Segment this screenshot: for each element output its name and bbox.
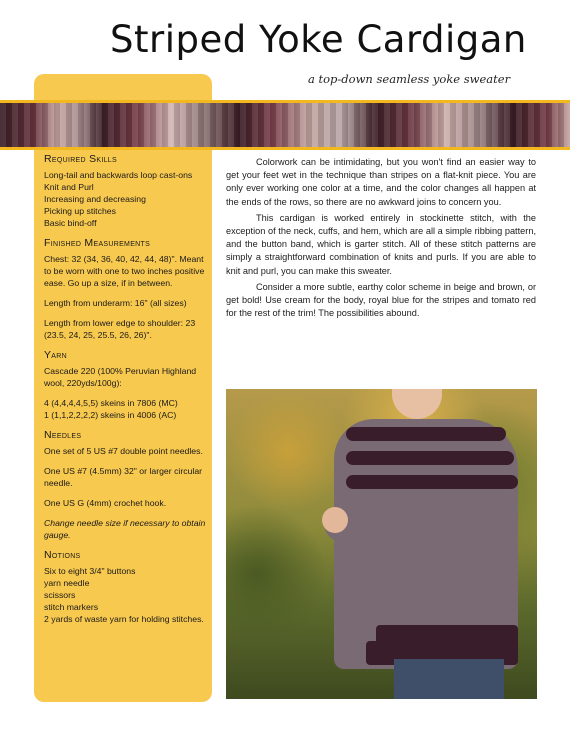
yoke-stripe: [346, 427, 506, 441]
measurements-heading: Finished Measurements: [44, 237, 151, 249]
underarm-length: Length from underarm: 16" (all sizes): [44, 298, 187, 308]
list-item: scissors: [44, 590, 76, 600]
intro-paragraph: Consider a more subtle, earthy color scheme in beige and brown, or get bold! Use cream for the body, royal blue for the stripes and tomato red for the rest of the trim! The possibilities abound.: [226, 281, 536, 319]
yoke-stripe: [346, 451, 514, 465]
notions-section: [44, 549, 206, 625]
needle-circular: One US #7 (4.5mm) 32" or larger circular needle.: [44, 466, 203, 488]
sidebar-content: [44, 153, 206, 633]
yarn-ac-skeins: 1 (1,1,2,2,2,2) skeins in 4006 (AC): [44, 410, 177, 420]
needles-heading: Needles: [44, 429, 82, 441]
list-item: Increasing and decreasing: [44, 194, 146, 204]
list-item: yarn needle: [44, 578, 90, 588]
model-face: [392, 389, 442, 419]
crochet-hook: One US G (4mm) crochet hook.: [44, 498, 167, 508]
skills-heading: Required Skills: [44, 153, 117, 165]
list-item: Long-tail and backwards loop cast-ons: [44, 170, 193, 180]
notions-heading: Notions: [44, 549, 81, 561]
list-item: 2 yards of waste yarn for holding stitches.: [44, 614, 204, 624]
gauge-note: Change needle size if necessary to obtain gauge.: [44, 518, 206, 540]
needles-section: [44, 429, 206, 541]
intro-paragraph: Colorwork can be intimidating, but you won't find an easier way to get your feet wet in the technique than stripes on a flat-knit piece. You are only ever working one color at a time, and the color changes all happen at the ends of the rows, so there are no awkward joins to concern you.: [226, 157, 536, 207]
list-item: Knit and Purl: [44, 182, 94, 192]
intro-paragraph: This cardigan is worked entirely in stockinette stitch, with the exception of the neck, cuffs, and hem, which are all a simple ribbing pattern, and the button band, which is garter stitch. All of these stitch patterns are simply a straightforward combination of knits and purls. If you are able to knit and purl, you can make this sweater.: [226, 212, 536, 276]
knit-stripe-banner-image: [0, 100, 570, 150]
page-subtitle: a top-down seamless yoke sweater: [308, 72, 511, 86]
cardigan-photo: [226, 389, 537, 699]
needle-dpn: One set of 5 US #7 double point needles.: [44, 446, 203, 456]
list-item: Basic bind-off: [44, 218, 97, 228]
intro-text: [226, 156, 536, 323]
yarn-section: [44, 349, 206, 421]
page-title: Striped Yoke Cardigan: [110, 18, 527, 61]
yarn-heading: Yarn: [44, 349, 67, 361]
skills-section: [44, 153, 206, 229]
list-item: Six to eight 3/4" buttons: [44, 566, 136, 576]
measurements-section: [44, 237, 206, 341]
list-item: stitch markers: [44, 602, 99, 612]
model-jeans: [394, 659, 504, 699]
shoulder-length: Length from lower edge to shoulder: 23 (23.5, 24, 25, 25.5, 26, 26)".: [44, 318, 196, 340]
list-item: Picking up stitches: [44, 206, 116, 216]
yarn-mc-skeins: 4 (4,4,4,4,5,5) skeins in 7806 (MC): [44, 398, 178, 408]
model-hand: [322, 507, 348, 533]
yoke-stripe: [346, 475, 518, 489]
yarn-description: Cascade 220 (100% Peruvian Highland wool, 220yds/100g):: [44, 366, 197, 388]
chest-measurement: Chest: 32 (34, 36, 40, 42, 44, 48)". Meant to be worn with one to two inches positive ease. Go up a size, if in between.: [44, 254, 205, 288]
